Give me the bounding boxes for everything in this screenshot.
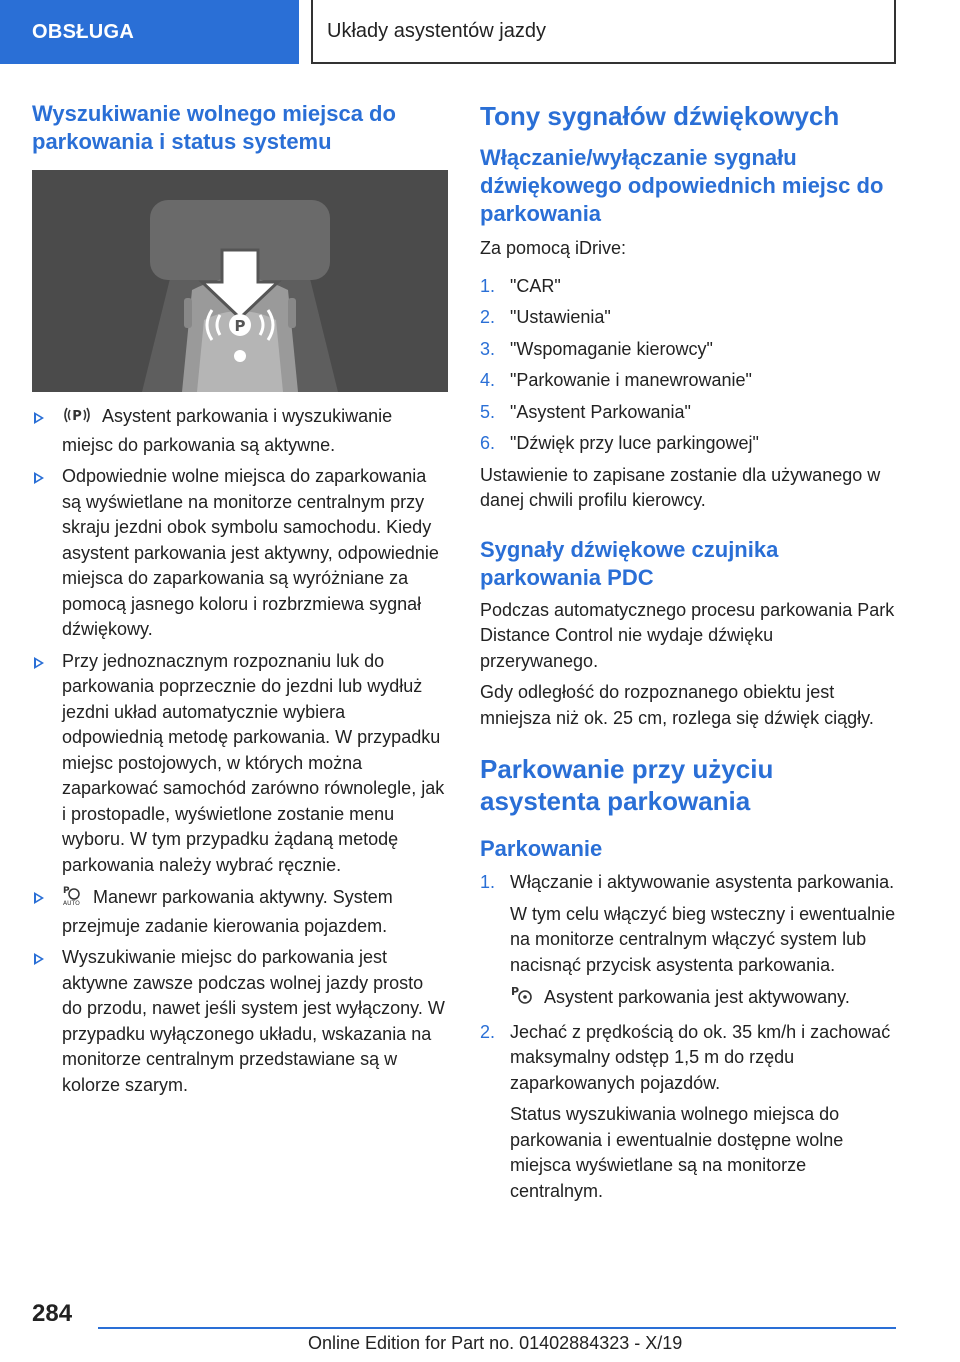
triangle-bullet-icon xyxy=(34,953,44,965)
svg-text:P: P xyxy=(72,409,82,424)
section-title-parking: Parkowanie przy użyciu asystenta parkowania xyxy=(480,754,774,816)
menu-steps xyxy=(480,274,896,457)
parking-sensor-icon xyxy=(62,405,92,433)
triangle-bullet-icon xyxy=(34,412,44,424)
list-item: P AUTO Manewr parkowania aktywny. System przejmuje zadanie kierowania pojazdem. xyxy=(32,884,448,939)
svg-text:P: P xyxy=(511,985,520,998)
page-number: 284 xyxy=(32,1300,73,1327)
intro-text: Za pomocą iDrive: xyxy=(480,238,627,258)
section-tab: OBSŁUGA xyxy=(0,0,299,64)
saved-note: Ustawienie to zapisane zostanie dla używanego w danej chwili profilu kierowcy. xyxy=(480,464,881,510)
chapter-tab: Układy asystentów jazdy xyxy=(311,0,896,64)
triangle-bullet-icon xyxy=(34,472,44,484)
list-item: 6. "Dźwięk przy luce parkingowej" xyxy=(480,433,759,453)
list-item: Wyszukiwanie miejsc do parkowania jest aktywne zawsze podczas wolnej jazdy prosto do przodu, nawet jeśli system jest wyłączony. W przypadku wyłączonego układu, wskazania na monitorze centralnym przedstawiane są w kolorze szarym. xyxy=(32,945,448,1098)
steering-auto-icon xyxy=(62,884,82,914)
list-item: 2. "Ustawienia" xyxy=(480,307,611,327)
svg-text:AUTO: AUTO xyxy=(63,900,80,906)
list-item: 2. Jechać z prędkością do ok. 35 km/h i zachować maksymalny odstęp 1,5 m do rzędu zaparkowanych pojazdów. Status wyszukiwania wolnego miejsca do parkowania i ewentualnie dostępne wolne miejsca wyświetlane są na monitorze centralnym. xyxy=(480,1021,891,1201)
pdc-text-2: Gdy odległość do rozpoznanego obiektu jest mniejsza niż ok. 25 cm, rozlega się dźwięk ciągły. xyxy=(480,682,874,728)
footer-divider xyxy=(98,1327,896,1329)
edition-info: Online Edition for Part no. 01402884323 - X/19 xyxy=(308,1333,683,1353)
svg-text:P: P xyxy=(63,886,70,896)
svg-text:P: P xyxy=(234,317,246,335)
right-column xyxy=(480,100,896,1210)
list-item: Przy jednoznacznym rozpoznaniu luk do parkowania poprzecznie do jezdni lub wydłuż jezdni układ automatycznie wybiera odpowiednią metodę parkowania. W przypadku miejsc postojowych, w których można zaparkować samochód zarówno równolegle, jak i prostopadle, wyświetlone zostanie menu wyboru. W tym przypadku żądaną metodę parkowania należy wybrać ręcznie. xyxy=(32,649,448,879)
pdc-text-1: Podczas automatycznego procesu parkowania Park Distance Control nie wydaje dźwięku przerywanego. xyxy=(480,599,895,671)
list-item: 5. "Asystent Parkowania" xyxy=(480,401,691,422)
subsection-title-pdc: Sygnały dźwiękowe czujnika parkowania PDC xyxy=(480,536,779,590)
subsection-title-signal: Włączanie/wyłączanie sygnału dźwiękowego odpowiednich miejsc do parkowania xyxy=(480,145,884,226)
list-item: 1. Włączanie i aktywowanie asystenta parkowania. W tym celu włączyć bieg wsteczny i ewentualnie na monitorze centralnym włączyć system lub nacisnąć przycisk asystenta parkowania. P Asystent parkowania jest aktywowany. xyxy=(480,870,896,1014)
status-list xyxy=(32,404,448,1098)
triangle-bullet-icon xyxy=(34,657,44,669)
section-title: Wyszukiwanie wolnego miejsca do parkowania i status systemu xyxy=(32,101,396,154)
triangle-bullet-icon xyxy=(34,892,44,904)
left-column xyxy=(32,100,448,1104)
list-item: 4. "Parkowanie i manewrowanie" xyxy=(480,370,752,390)
subsection-title-parking: Parkowanie xyxy=(480,836,603,861)
section-title-tones: Tony sygnałów dźwiękowych xyxy=(480,101,840,131)
parking-steps xyxy=(480,870,896,1204)
list-item: P Asystent parkowania i wyszukiwanie miejsc do parkowania są aktywne. xyxy=(32,404,448,458)
page-header xyxy=(0,0,896,64)
car-parking-icon xyxy=(32,170,448,392)
list-item: 3. "Wspomaganie kierowcy" xyxy=(480,338,713,359)
parking-assistant-icon xyxy=(510,984,534,1014)
list-item: 1. "CAR" xyxy=(480,275,561,296)
parking-display-illustration xyxy=(32,170,448,392)
list-item: Odpowiednie wolne miejsca do zaparkowania są wyświetlane na monitorze centralnym przy skraju jezdni obok symbolu samochodu. Kiedy asystent parkowania jest aktywny, odpowiednie miejsca do zaparkowania są wyróżniane za pomocą jasnego koloru i rozbrzmiewa sygnał dźwiękowy. xyxy=(32,464,448,643)
